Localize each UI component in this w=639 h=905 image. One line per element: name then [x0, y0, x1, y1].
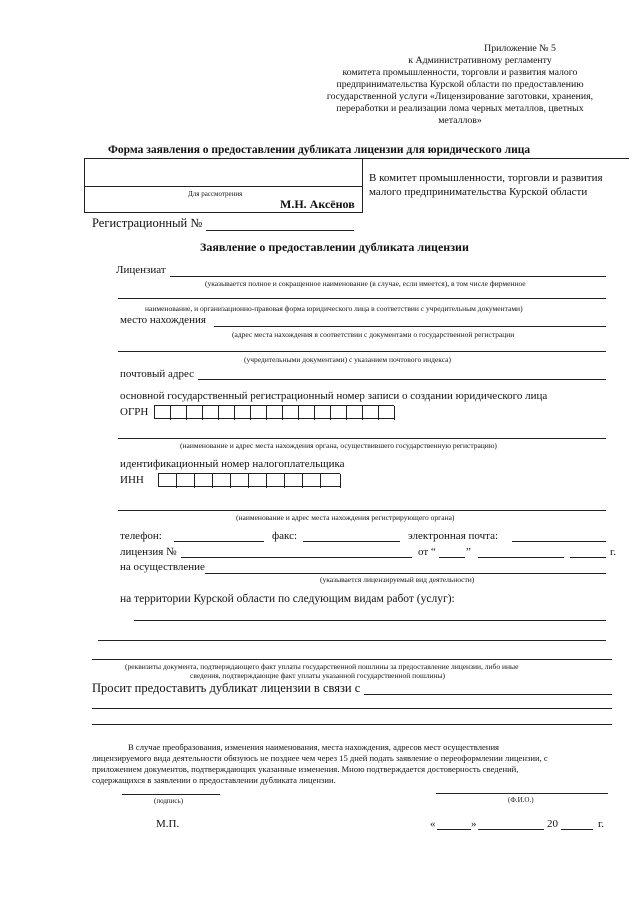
notice-paragraph [92, 742, 548, 786]
phone-field[interactable] [174, 541, 264, 542]
license-quote: ” [466, 546, 471, 558]
ogrn-label: ОГРН [120, 406, 149, 418]
ogrn-grid[interactable] [154, 405, 394, 419]
request-field-3[interactable] [92, 724, 612, 725]
date-day-field[interactable] [437, 829, 471, 830]
inn-hint: (наименование и адрес места нахождения регистрирующего органа) [236, 513, 455, 522]
location-hint: (адрес места нахождения в соответствии с документами о государственной регистрации [232, 330, 515, 339]
ogrn-registrar-field[interactable] [118, 438, 606, 439]
date-close: » [471, 818, 477, 830]
registration-label: Регистрационный № [92, 216, 203, 230]
email-field[interactable] [512, 541, 606, 542]
activity-hint: (указывается лицензируемый вид деятельности) [320, 575, 475, 584]
inn-label: ИНН [120, 474, 144, 486]
licensee-label: Лицензиат [116, 264, 166, 276]
signature-hint: (подпись) [154, 797, 184, 805]
postal-address-field[interactable] [198, 379, 606, 380]
request-field-1[interactable] [364, 694, 612, 695]
date-open: « [430, 818, 436, 830]
location-field[interactable] [214, 326, 606, 327]
licensee-hint: (указывается полное и сокращенное наименование (в случае, если имеется), в том числе фирменное [205, 279, 526, 288]
date-year-field[interactable] [561, 829, 593, 830]
notice-line: приложением документов, подтверждающих указанные изменения. Мною подтверждается достоверность сведений, [92, 764, 519, 774]
licensee-field-2[interactable] [118, 298, 606, 299]
notice-line: В случае преобразования, изменения наименования, места нахождения, адресов мест осуществления [128, 742, 499, 752]
ogrn-hint: (наименование и адрес места нахождения органа, осуществившего государственную регистрацию) [180, 441, 497, 450]
license-no-field[interactable] [181, 557, 412, 558]
request-label: Просит предоставить дубликат лицензии в связи с [92, 681, 361, 695]
addressee-line: малого предпринимательства Курской области [369, 186, 588, 198]
territory-field-2[interactable] [98, 640, 606, 641]
license-from-label: от “ [418, 546, 436, 558]
appendix-block [300, 43, 620, 127]
date-month-field[interactable] [478, 829, 544, 830]
request-field-2[interactable] [92, 708, 612, 709]
payment-hint: сведения, подтверждающие факт уплаты указанной государственной пошлины) [190, 671, 446, 680]
location-label: место нахождения [120, 314, 206, 326]
appendix-line: к Административному регламенту [408, 55, 552, 66]
license-year-suffix: г. [610, 546, 617, 558]
license-year-field[interactable] [570, 557, 606, 558]
appendix-line: металлов» [438, 115, 482, 126]
date-year-suffix: г. [598, 818, 605, 830]
payment-field[interactable] [92, 659, 612, 660]
email-label: электронная почта: [408, 530, 499, 542]
full-name-field[interactable] [436, 793, 608, 794]
appendix-line: государственной услуги «Лицензирование заготовки, хранения, [326, 91, 594, 102]
territory-field-1[interactable] [134, 620, 606, 621]
activity-field[interactable] [205, 573, 606, 574]
licensee-hint: наименование, и организационно-правовая форма юридического лица в соответствии с учредительным документами) [145, 304, 523, 313]
appendix-line: переработки и реализации лома черных металлов, цветных [336, 103, 584, 114]
date-year-prefix: 20 [547, 818, 558, 830]
phone-label: телефон: [120, 530, 162, 542]
appendix-line: комитета промышленности, торговли и развития малого [342, 67, 578, 78]
header-box [84, 158, 629, 213]
ogrn-full-label: основной государственный регистрационный номер записи о создании юридического лица [120, 390, 548, 402]
signatory-name: М.Н. Аксёнов [280, 197, 355, 211]
territory-label: на территории Курской области по следующим видам работ (услуг): [120, 593, 455, 605]
registration-field[interactable] [206, 230, 354, 231]
fax-field[interactable] [303, 541, 400, 542]
postal-address-label: почтовый адрес [120, 368, 195, 380]
statement-title: Заявление о предоставлении дубликата лицензии [200, 240, 469, 254]
license-month-field[interactable] [478, 557, 564, 558]
location-hint: (учредительными документами) с указанием почтового индекса) [244, 355, 451, 364]
inn-grid[interactable] [158, 473, 340, 487]
addressee-line: В комитет промышленности, торговли и развития [369, 172, 603, 184]
full-name-hint: (Ф.И.О.) [508, 796, 534, 804]
location-field-2[interactable] [118, 351, 606, 352]
appendix-line: Приложение № 5 [484, 43, 556, 54]
inn-full-label: идентификационный номер налогоплательщика [120, 458, 345, 470]
notice-line: содержащихся в заявлении о предоставлении дубликата лицензии. [92, 775, 336, 785]
for-review-label: Для рассмотрения [188, 190, 243, 198]
signature-field[interactable] [122, 794, 220, 795]
licensee-field[interactable] [170, 276, 606, 277]
form-title: Форма заявления о предоставлении дубликата лицензии для юридического лица [108, 144, 531, 156]
inn-registrar-field[interactable] [118, 510, 606, 511]
activity-label: на осуществление [120, 561, 205, 573]
appendix-line: предпринимательства Курской области по предоставлению [336, 79, 584, 90]
stamp-label: М.П. [156, 818, 180, 830]
notice-line: лицензируемого вида деятельности обязуюсь не позднее чем через 15 дней подать заявление о переоформлении лицензии, с [92, 753, 548, 763]
license-day-field[interactable] [439, 557, 465, 558]
license-no-label: лицензия № [120, 546, 177, 558]
fax-label: факс: [272, 530, 298, 542]
payment-hint: (реквизиты документа, подтверждающего факт уплаты государственной пошлины за предоставление лицензии, либо иные [125, 662, 519, 671]
